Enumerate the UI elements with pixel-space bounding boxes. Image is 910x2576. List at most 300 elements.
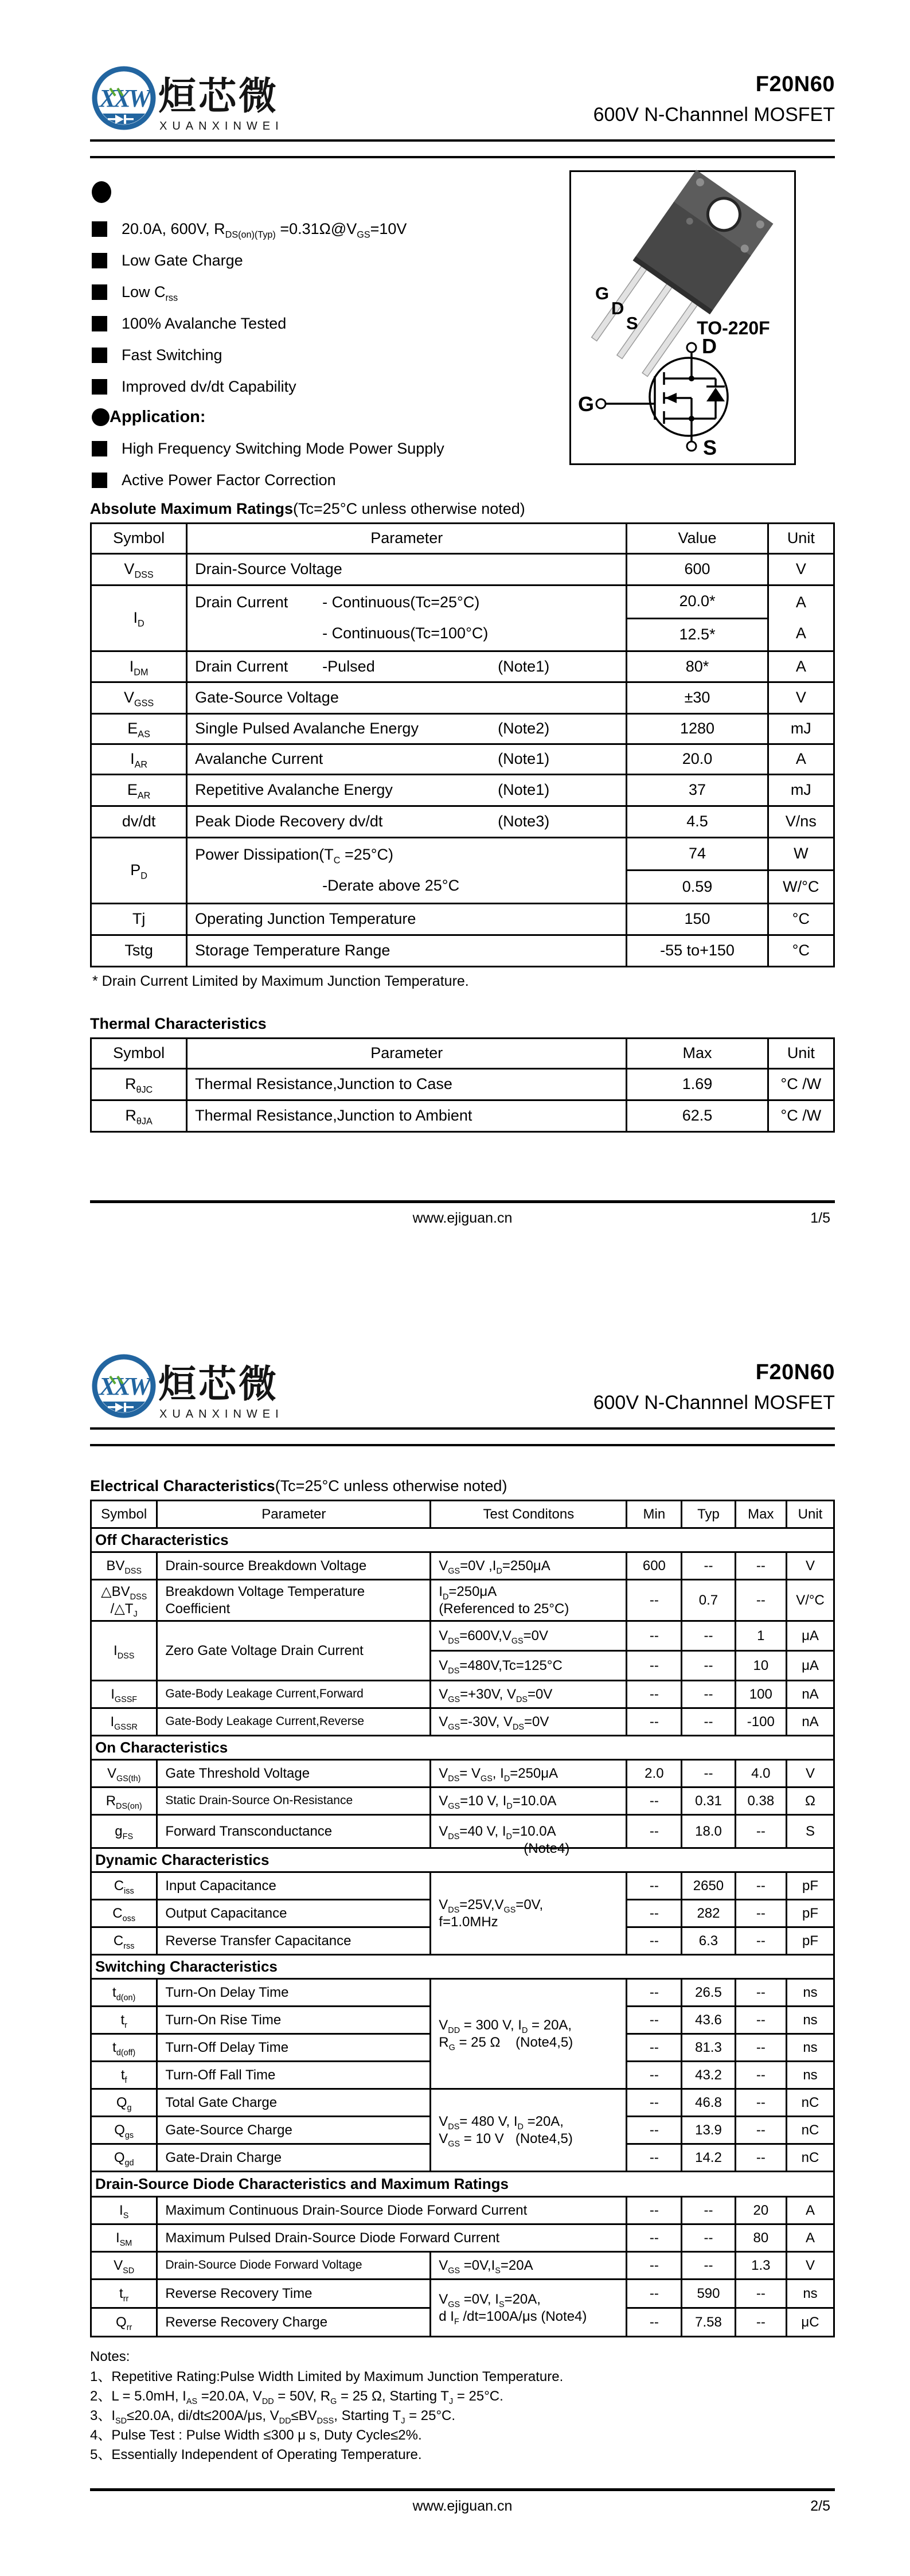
table-row	[91, 806, 834, 838]
cell: Turn-On Delay Time	[157, 1979, 431, 2007]
list-item-text: Low $C_{rss}$	[122, 283, 178, 303]
cell: Ω	[787, 1787, 834, 1815]
table-row	[91, 1955, 834, 1979]
column-header: Symbol	[91, 524, 187, 554]
package-name-label: TO-220F	[697, 318, 770, 338]
cell: --	[735, 1900, 786, 1927]
logo-chinese-text: 烜芯微	[158, 1363, 279, 1405]
table-row	[91, 2224, 834, 2252]
cell: $I_D$	[91, 586, 187, 651]
cell: 10	[735, 1651, 786, 1681]
cell: --	[682, 2224, 735, 2252]
cell: 37	[627, 775, 768, 806]
thermal-title: Thermal Characteristics	[90, 1015, 267, 1032]
cell: Single Pulsed Avalanche Energy (Note2)	[187, 714, 627, 744]
cell: --	[735, 2117, 786, 2144]
cell: Drain-source Breakdown Voltage	[157, 1552, 431, 1580]
column-header: Test Conditons	[431, 1501, 627, 1528]
cell: $I_{DSS}$	[91, 1621, 157, 1681]
cell: --	[735, 2034, 786, 2062]
cell: Thermal Resistance,Junction to Ambient	[187, 1100, 627, 1132]
table-row	[91, 2089, 834, 2117]
cell: 590	[682, 2280, 735, 2308]
cell: 74	[627, 838, 768, 871]
thermal	[90, 1037, 835, 1133]
cell: --	[627, 1681, 682, 1708]
cell: Total Gate Charge	[157, 2089, 431, 2117]
cell: Output Capacitance	[157, 1900, 431, 1927]
cell: $V_{GS}=10$ V, $I_D=10.0A$	[431, 1787, 627, 1815]
cell: Peak Diode Recovery dv/dt (Note3)	[187, 806, 627, 838]
cell: 100	[735, 1681, 786, 1708]
note-item	[90, 2367, 835, 2387]
cell: $V_{GS(th)}$	[91, 1760, 157, 1787]
cell: --	[627, 1872, 682, 1900]
cell: Turn-On Rise Time	[157, 2007, 431, 2034]
abs-max-title-note: (Tc=25°C unless otherwise noted)	[293, 500, 525, 517]
cell: $I_{DM}$	[91, 651, 187, 682]
abs-max-section	[90, 500, 835, 1133]
cell: Storage Temperature Range	[187, 935, 627, 967]
cell: 1.3	[735, 2252, 786, 2280]
cell: Drain Current - Continuous(Tc=25°C) - Continuous(Tc=100°C)	[187, 586, 627, 651]
cell: V	[787, 2252, 834, 2280]
feature-item	[92, 345, 568, 365]
list-item-text: 20.0A, 600V, $R_{DS(on)(Typ)}$ $=0.31\Omega@V_{GS}=10V$	[122, 220, 407, 240]
footer-page-number: 1/5	[810, 1210, 830, 1226]
feature-item	[92, 282, 568, 302]
cell: 14.2	[682, 2144, 735, 2172]
cell: $V_{DS}=40$ V, $I_D=10.0A$ (Note4)	[431, 1815, 627, 1848]
footer-page-number: 2/5	[810, 2498, 830, 2514]
table-row	[91, 1100, 834, 1132]
cell: A	[768, 744, 834, 775]
cell: 7.58	[682, 2308, 735, 2337]
cell: Drain-Source Diode Forward Voltage	[157, 2252, 431, 2280]
cell: $V_{DSS}$	[91, 554, 187, 586]
column-header: Unit	[787, 1501, 834, 1528]
cell: 150	[627, 904, 768, 935]
application-item	[92, 470, 568, 490]
note-item	[90, 2445, 835, 2465]
cell: --	[735, 2007, 786, 2034]
cell: 2.0	[627, 1760, 682, 1787]
cell: --	[627, 1927, 682, 1955]
table-row	[91, 1815, 834, 1848]
cell: μC	[787, 2308, 834, 2337]
cell: Gate-Source Voltage	[187, 682, 627, 714]
cell: °C	[768, 904, 834, 935]
doc-subtitle: 600V N-Channnel MOSFET	[593, 1392, 835, 1414]
list-item-text: 4、Pulse Test : Pulse Width ≤300 μ s, Duty Cycle≤2%.	[90, 2427, 422, 2443]
cell: W	[768, 838, 834, 871]
cell: ns	[787, 1979, 834, 2007]
footer-rule	[90, 1200, 835, 1203]
cell: $Q_g$	[91, 2089, 157, 2117]
cell: $V_{DS}=25V,V_{GS}=0V$, f=1.0MHz	[431, 1872, 627, 1955]
cell: 20.0	[627, 744, 768, 775]
cell: --	[735, 1927, 786, 1955]
application-list	[92, 439, 568, 490]
electrical-table	[90, 1500, 835, 2337]
cell: $Q_{gd}$	[91, 2144, 157, 2172]
cell: 80*	[627, 651, 768, 682]
cell: Power $Dissipation(T_C =25^\circ C)$ -Derate above 25°C	[187, 838, 627, 904]
cell: $BV_{DSS}$	[91, 1552, 157, 1580]
column-header: Parameter	[157, 1501, 431, 1528]
cell: $I_{SM}$	[91, 2224, 157, 2252]
cell: $E_{AS}$	[91, 714, 187, 744]
cell: Maximum Pulsed Drain-Source Diode Forward Current	[157, 2224, 627, 2252]
cell: Avalanche Current (Note1)	[187, 744, 627, 775]
company-logo	[91, 1351, 291, 1426]
electrical-title-text: Electrical Characteristics	[90, 1477, 275, 1494]
column-header: Parameter	[187, 524, 627, 554]
header-row	[91, 1501, 834, 1528]
cell: --	[627, 1708, 682, 1736]
cell: --	[735, 2308, 786, 2337]
cell: 46.8	[682, 2089, 735, 2117]
cell: --	[627, 2007, 682, 2034]
cell: dv/dt	[91, 806, 187, 838]
cell: --	[627, 1580, 682, 1621]
cell: Repetitive Avalanche Energy (Note1)	[187, 775, 627, 806]
table-row	[91, 586, 834, 619]
feature-item	[92, 377, 568, 396]
cell: mJ	[768, 714, 834, 744]
table-row	[91, 838, 834, 871]
company-logo	[91, 63, 291, 138]
cell: Reverse Transfer Capacitance	[157, 1927, 431, 1955]
symbol-label-s: S	[703, 436, 717, 459]
package-diagram-box	[569, 170, 796, 465]
symbol-label-g: G	[578, 392, 595, 416]
cell: --	[735, 1872, 786, 1900]
cell: $R_{\theta JA}$	[91, 1100, 187, 1132]
list-item-text: 2、L = 5.0mH, $I_{AS} =20.0A$, $V_{DD} = 50V$, $R_G = 25$ Ω, Starting $T_J = 25^\circ C$.	[90, 2388, 503, 2406]
cell: $I_S$	[91, 2197, 157, 2224]
cell: nA	[787, 1708, 834, 1736]
cell: $Q_{gs}$	[91, 2117, 157, 2144]
package-pin-label-d: D	[611, 298, 624, 318]
list-item-text: Fast Switching	[122, 346, 222, 364]
cell: 0.59	[627, 870, 768, 903]
cell: Forward Transconductance	[157, 1815, 431, 1848]
logo-image	[91, 63, 291, 135]
cell: 282	[682, 1900, 735, 1927]
cell: 1280	[627, 714, 768, 744]
column-header: Unit	[768, 524, 834, 554]
cell: 18.0	[682, 1815, 735, 1848]
notes-list	[90, 2367, 835, 2465]
electrical-title	[90, 1477, 835, 1495]
cell: nC	[787, 2144, 834, 2172]
cell: ns	[787, 2007, 834, 2034]
cell: --	[627, 2144, 682, 2172]
table-row	[91, 1787, 834, 1815]
column-header: Max	[735, 1501, 786, 1528]
cell: --	[627, 1979, 682, 2007]
doc-titles	[593, 72, 835, 126]
cell: nC	[787, 2089, 834, 2117]
application-heading-text: Application:	[110, 408, 206, 426]
table-row	[91, 744, 834, 775]
cell: A	[787, 2197, 834, 2224]
cell: Tstg	[91, 935, 187, 967]
cell: 0.7	[682, 1580, 735, 1621]
note-item	[90, 2426, 835, 2445]
list-item-text: Low Gate Charge	[122, 252, 243, 269]
cell: 1	[735, 1621, 786, 1651]
section-header-cell: Drain-Source Diode Characteristics and Maximum Ratings	[91, 2172, 834, 2197]
doc-titles	[593, 1360, 835, 1414]
cell: $C_{iss}$	[91, 1872, 157, 1900]
cell: Zero Gate Voltage Drain Current	[157, 1621, 431, 1681]
cell: --	[735, 1552, 786, 1580]
cell: --	[627, 1787, 682, 1815]
cell: $g_{FS}$	[91, 1815, 157, 1848]
cell: $t_{d(off)}$	[91, 2034, 157, 2062]
cell: 12.5*	[627, 618, 768, 651]
part-number: F20N60	[755, 1360, 835, 1384]
cell: 4.5	[627, 806, 768, 838]
cell: Gate-Source Charge	[157, 2117, 431, 2144]
table-row	[91, 2197, 834, 2224]
cell: pF	[787, 1900, 834, 1927]
header-rule-top	[90, 1427, 835, 1430]
cell: --	[627, 2034, 682, 2062]
cell: Gate-Drain Charge	[157, 2144, 431, 2172]
table-row	[91, 2252, 834, 2280]
table-row	[91, 1872, 834, 1900]
cell: $R_{DS(on)}$	[91, 1787, 157, 1815]
header-row	[91, 524, 834, 554]
note-item	[90, 2406, 835, 2426]
package-pin-label-s: S	[626, 313, 638, 333]
cell: mJ	[768, 775, 834, 806]
symbol-label-d: D	[702, 334, 717, 358]
feature-item	[92, 314, 568, 333]
application-item	[92, 439, 568, 458]
list-item-text: 1、Repetitive Rating:Pulse Width Limited by Maximum Junction Temperature.	[90, 2369, 564, 2384]
logo-monogram: XXW	[99, 1372, 149, 1400]
cell: 600	[627, 1552, 682, 1580]
cell: ±30	[627, 682, 768, 714]
cell: nC	[787, 2117, 834, 2144]
cell: --	[682, 1681, 735, 1708]
logo-image	[91, 1351, 291, 1423]
cell: 13.9	[682, 2117, 735, 2144]
thermal-table	[90, 1037, 835, 1133]
cell: °C /W	[768, 1100, 834, 1132]
cell: --	[735, 1580, 786, 1621]
page-2	[0, 1288, 910, 2576]
square-bullet-icon	[92, 253, 107, 268]
cell: °C /W	[768, 1069, 834, 1100]
table-row	[91, 1760, 834, 1787]
footer-rule	[90, 2488, 835, 2491]
section-header-cell: On Characteristics	[91, 1736, 834, 1760]
cell: μA	[787, 1651, 834, 1681]
cell: --	[682, 1651, 735, 1681]
list-item-text: 5、Essentially Independent of Operating Temperature.	[90, 2447, 422, 2462]
notes-section	[90, 2347, 835, 2465]
square-bullet-icon	[92, 284, 107, 300]
square-bullet-icon	[92, 473, 107, 488]
header-rule-bottom	[90, 1444, 835, 1446]
square-bullet-icon	[92, 316, 107, 331]
section-header-cell: Off Characteristics	[91, 1528, 834, 1552]
features-bullet-icon	[92, 181, 111, 203]
cell: $V_{SD}$	[91, 2252, 157, 2280]
cell: 0.38	[735, 1787, 786, 1815]
cell: $V_{GS}=0V$ $,I_D=250\mu A$	[431, 1552, 627, 1580]
footer-website: www.ejiguan.cn	[412, 2498, 513, 2514]
cell: Static Drain-Source On-Resistance	[157, 1787, 431, 1815]
cell: $Q_{rr}$	[91, 2308, 157, 2337]
cell: --	[682, 1708, 735, 1736]
cell: $V_{GS} =0V$, $I_S=20A$, d $I_F$ /dt=100A/μs (Note4)	[431, 2280, 627, 2337]
cell: $V_{DS}=600V,V_{GS}=0V$	[431, 1621, 627, 1651]
logo-monogram: XXW	[99, 84, 149, 112]
cell: °C	[768, 935, 834, 967]
package-diagram	[571, 172, 791, 460]
cell: 4.0	[735, 1760, 786, 1787]
table-row	[91, 1621, 834, 1651]
table-row	[91, 1552, 834, 1580]
cell: $V_{DS}= V_{GS}$, $I_D=250\mu A$	[431, 1760, 627, 1787]
cell: pF	[787, 1927, 834, 1955]
column-header: Value	[627, 524, 768, 554]
cell: $t_{d(on)}$	[91, 1979, 157, 2007]
cell: 20	[735, 2197, 786, 2224]
cell: V/°C	[787, 1580, 834, 1621]
list-item-text: 100% Avalanche Tested	[122, 315, 287, 332]
cell: V	[768, 682, 834, 714]
cell: --	[682, 2197, 735, 2224]
cell: ns	[787, 2280, 834, 2308]
abs-max-title	[90, 500, 835, 518]
cell: --	[627, 2280, 682, 2308]
table-row	[91, 1528, 834, 1552]
table-row	[91, 1580, 834, 1621]
column-header: Unit	[768, 1039, 834, 1069]
list-item-text: High Frequency Switching Mode Power Supply	[122, 440, 444, 457]
cell: --	[735, 2062, 786, 2089]
cell: Reverse Recovery Time	[157, 2280, 431, 2308]
cell: --	[627, 1815, 682, 1848]
cell: $I_{GSSF}$	[91, 1681, 157, 1708]
electrical-section	[90, 1477, 835, 2465]
cell: $\triangle BV_{DSS}$ $/\triangle T_J$	[91, 1580, 157, 1621]
cell: --	[627, 2308, 682, 2337]
cell: $t_r$	[91, 2007, 157, 2034]
cell: --	[627, 2117, 682, 2144]
list-item-text: Active Power Factor Correction	[122, 471, 336, 489]
cell: V	[787, 1760, 834, 1787]
cell: 43.6	[682, 2007, 735, 2034]
table-row	[91, 1979, 834, 2007]
feature-item	[92, 251, 568, 270]
cell: $t_{rr}$	[91, 2280, 157, 2308]
features-list	[92, 219, 568, 396]
cell: --	[735, 1815, 786, 1848]
cell: nA	[787, 1681, 834, 1708]
table-row	[91, 935, 834, 967]
table-row	[91, 1069, 834, 1100]
cell: μA	[787, 1621, 834, 1651]
cell: --	[735, 2280, 786, 2308]
cell: Turn-Off Fall Time	[157, 2062, 431, 2089]
square-bullet-icon	[92, 379, 107, 395]
cell: V	[787, 1552, 834, 1580]
cell: Drain Current -Pulsed (Note1)	[187, 651, 627, 682]
column-header: Typ	[682, 1501, 735, 1528]
cell: --	[735, 2089, 786, 2117]
cell: Gate-Body Leakage Current,Forward	[157, 1681, 431, 1708]
cell: $C_{rss}$	[91, 1927, 157, 1955]
application-heading	[92, 408, 568, 427]
cell: $V_{DS}= 480$ V, $I_D =20A$, $V_{GS} = 10$ V (Note4,5)	[431, 2089, 627, 2172]
cell: 600	[627, 554, 768, 586]
electrical	[90, 1500, 835, 2337]
cell: $V_{GS} =0V,I_S=20A$	[431, 2252, 627, 2280]
cell: $I_{GSSR}$	[91, 1708, 157, 1736]
logo-latin-text: XUANXINWEI	[159, 120, 284, 132]
table-row	[91, 904, 834, 935]
cell: 80	[735, 2224, 786, 2252]
cell: ns	[787, 2034, 834, 2062]
feature-item	[92, 219, 568, 239]
header-row	[91, 1039, 834, 1069]
cell: $P_D$	[91, 838, 187, 904]
cell: Gate Threshold Voltage	[157, 1760, 431, 1787]
cell: --	[627, 2224, 682, 2252]
part-number: F20N60	[755, 72, 835, 96]
section-header-cell: Switching Characteristics	[91, 1955, 834, 1979]
cell: A	[787, 2224, 834, 2252]
table-row	[91, 651, 834, 682]
cell: $V_{GS}=+30V$, $V_{DS}=0V$	[431, 1681, 627, 1708]
note-item	[90, 2387, 835, 2406]
cell: ns	[787, 2062, 834, 2089]
page-footer	[90, 2498, 835, 2515]
cell: $C_{oss}$	[91, 1900, 157, 1927]
cell: --	[682, 2252, 735, 2280]
cell: 81.3	[682, 2034, 735, 2062]
cell: 62.5	[627, 1100, 768, 1132]
cell: --	[627, 1900, 682, 1927]
cell: $t_f$	[91, 2062, 157, 2089]
square-bullet-icon	[92, 441, 107, 456]
table-row	[91, 554, 834, 586]
cell: Turn-Off Delay Time	[157, 2034, 431, 2062]
cell: 26.5	[682, 1979, 735, 2007]
cell: Breakdown Voltage Temperature Coefficient	[157, 1580, 431, 1621]
header-rule-top	[90, 139, 835, 142]
package-3d-image	[583, 170, 774, 385]
column-header: Parameter	[187, 1039, 627, 1069]
table-row	[91, 2172, 834, 2197]
page-footer	[90, 1210, 835, 1227]
cell: --	[735, 2144, 786, 2172]
cell: 0.31	[682, 1787, 735, 1815]
cell: A A	[768, 586, 834, 651]
cell: --	[682, 1760, 735, 1787]
table-row	[91, 1736, 834, 1760]
cell: 2650	[682, 1872, 735, 1900]
cell: --	[627, 2062, 682, 2089]
